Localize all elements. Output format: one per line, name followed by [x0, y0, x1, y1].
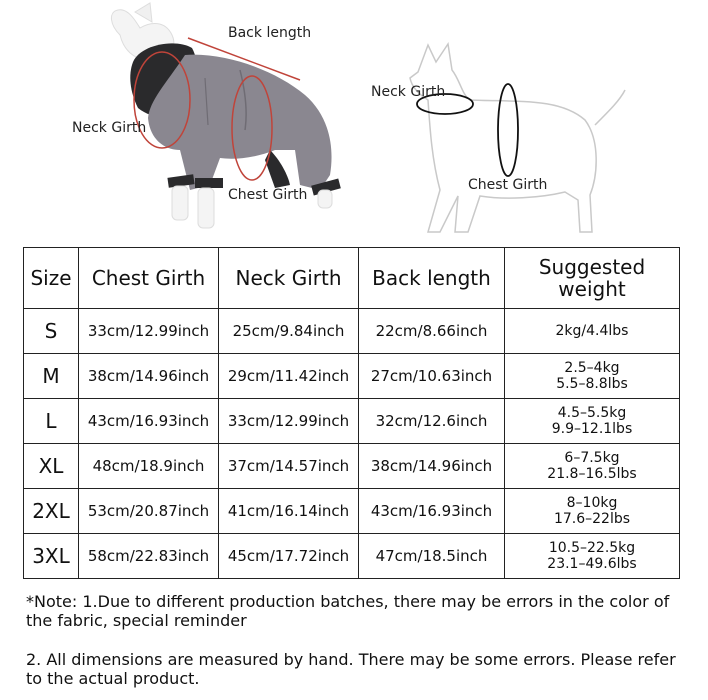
chest-cell: 53cm/20.87inch — [79, 489, 219, 534]
weight-line: 9.9–12.1lbs — [551, 421, 633, 437]
neck-cell: 29cm/11.42inch — [219, 354, 359, 399]
table-row — [24, 444, 680, 489]
neck-girth-label: Neck Girth — [72, 120, 147, 136]
chest-girth-label: Chest Girth — [228, 187, 308, 203]
weight-line: 5.5–8.8lbs — [556, 376, 628, 392]
back-cell: 32cm/12.6inch — [359, 399, 505, 444]
header-back-length: Back length — [359, 248, 505, 309]
back-length-label: Back length — [228, 25, 312, 41]
size-chart-table — [23, 247, 680, 579]
chest-cell: 43cm/16.93inch — [79, 399, 219, 444]
right-chest-girth-label: Chest Girth — [468, 177, 548, 193]
back-cell: 22cm/8.66inch — [359, 309, 505, 354]
weight-line: 10.5–22.5kg — [548, 540, 636, 556]
weight-cell — [505, 534, 680, 579]
back-cell: 27cm/10.63inch — [359, 354, 505, 399]
neck-cell: 33cm/12.99inch — [219, 399, 359, 444]
right-neck-girth-label: Neck Girth — [371, 84, 446, 100]
neck-cell: 25cm/9.84inch — [219, 309, 359, 354]
chest-cell: 38cm/14.96inch — [79, 354, 219, 399]
size-cell: S — [24, 309, 79, 354]
table-row — [24, 489, 680, 534]
weight-line: 2.5–4kg — [564, 360, 620, 376]
weight-cell — [505, 354, 680, 399]
back-cell: 38cm/14.96inch — [359, 444, 505, 489]
weight-cell — [505, 399, 680, 444]
chest-cell: 33cm/12.99inch — [79, 309, 219, 354]
note-2: 2. All dimensions are measured by hand. There may be some errors. Please refer to the actual product. — [26, 650, 676, 688]
weight-line: 21.8–16.5lbs — [547, 466, 637, 482]
measurement-diagram — [0, 0, 708, 245]
table-header-row — [24, 248, 680, 309]
size-cell: M — [24, 354, 79, 399]
size-cell: 3XL — [24, 534, 79, 579]
neck-cell: 45cm/17.72inch — [219, 534, 359, 579]
weight-line: 2kg/4.4lbs — [555, 323, 629, 339]
weight-line: 23.1–49.6lbs — [547, 556, 637, 572]
weight-cell — [505, 444, 680, 489]
size-cell: XL — [24, 444, 79, 489]
table-row — [24, 309, 680, 354]
table-row — [24, 399, 680, 444]
notes-section — [26, 592, 686, 688]
chest-cell: 48cm/18.9inch — [79, 444, 219, 489]
weight-cell — [505, 309, 680, 354]
weight-line: 17.6–22lbs — [553, 511, 631, 527]
header-size: Size — [24, 248, 79, 309]
size-cell: L — [24, 399, 79, 444]
neck-cell: 41cm/16.14inch — [219, 489, 359, 534]
weight-line: 4.5–5.5kg — [557, 405, 627, 421]
weight-cell — [505, 489, 680, 534]
weight-line: 6–7.5kg — [564, 450, 620, 466]
right-chest-girth-ring — [498, 84, 518, 176]
table-row — [24, 354, 680, 399]
back-cell: 43cm/16.93inch — [359, 489, 505, 534]
weight-line: 8–10kg — [566, 495, 618, 511]
table-row — [24, 534, 680, 579]
header-neck-girth: Neck Girth — [219, 248, 359, 309]
size-cell: 2XL — [24, 489, 79, 534]
chest-cell: 58cm/22.83inch — [79, 534, 219, 579]
note-1: *Note: 1.Due to different production batches, there may be errors in the color of the fabric, special reminder — [26, 592, 670, 630]
back-cell: 47cm/18.5inch — [359, 534, 505, 579]
header-chest-girth: Chest Girth — [79, 248, 219, 309]
header-suggested-weight — [505, 248, 680, 309]
header-suggested-weight-text: Suggested weight — [538, 255, 646, 301]
neck-cell: 37cm/14.57inch — [219, 444, 359, 489]
